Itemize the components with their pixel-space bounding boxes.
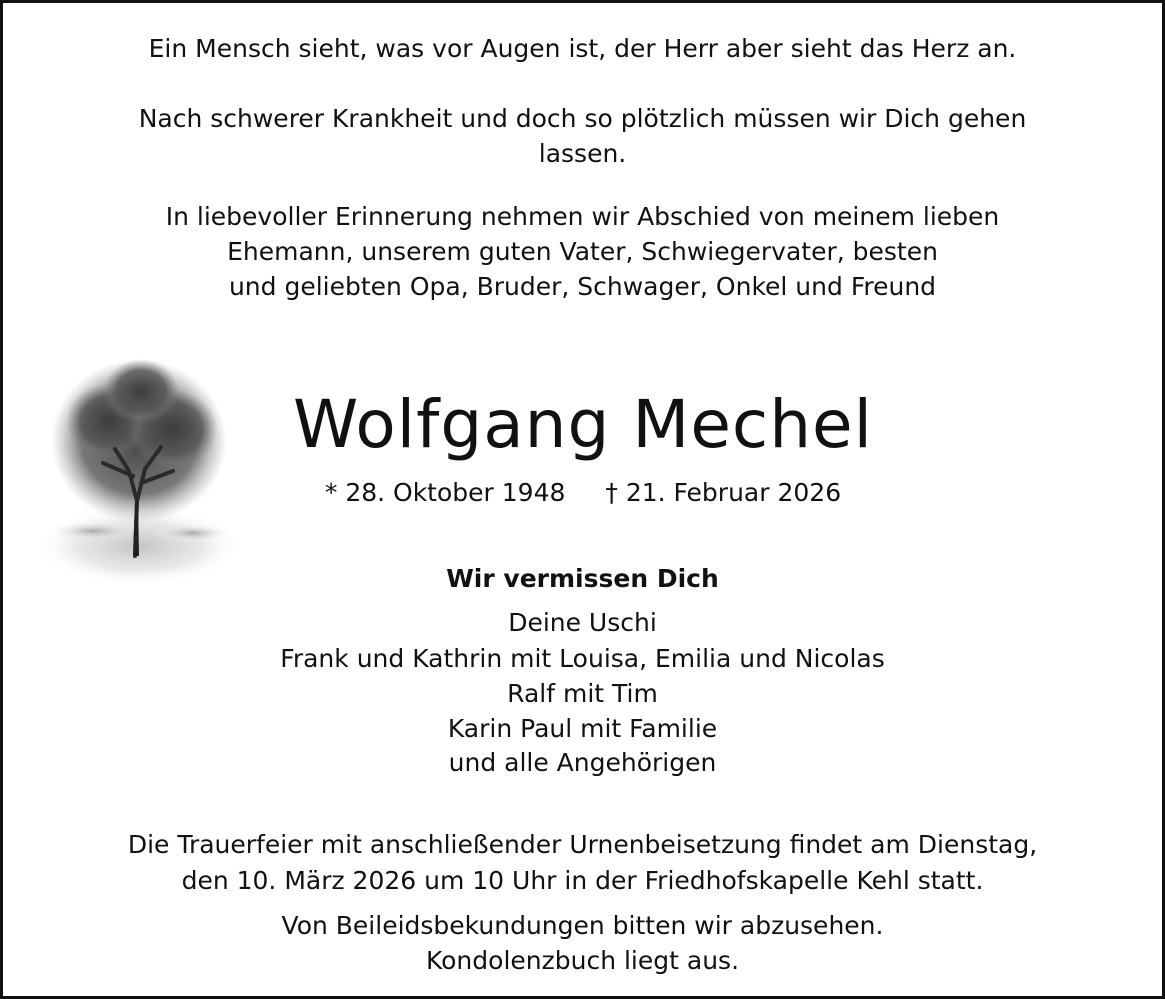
tree-icon	[33, 351, 245, 586]
ceremony-text-line-2: den 10. März 2026 um 10 Uhr in der Friedhofskapelle Kehl statt.	[181, 866, 984, 895]
death-date: † 21. Februar 2026	[605, 478, 842, 507]
mourner-line: Deine Uschi	[508, 608, 657, 637]
bible-verse: Ein Mensch sieht, was vor Augen ist, der Herr aber sieht das Herz an.	[148, 34, 1017, 63]
mourners-heading: Wir vermissen Dich	[446, 564, 719, 593]
life-dates	[233, 476, 933, 510]
deceased-name: Wolfgang Mechel	[293, 386, 873, 463]
illness-text-line-1: Nach schwerer Krankheit und doch so plötzlich müssen wir Dich gehen	[138, 104, 1027, 133]
memory-text-line-3: und geliebten Opa, Bruder, Schwager, Onkel und Freund	[228, 272, 937, 301]
mourner-line: Frank und Kathrin mit Louisa, Emilia und Nicolas	[280, 644, 885, 673]
mourner-line: Karin Paul mit Familie	[447, 714, 718, 743]
ceremony-text-line-1: Die Trauerfeier mit anschließender Urnenbeisetzung findet am Dienstag,	[127, 830, 1038, 859]
mourner-line: und alle Angehörigen	[448, 748, 717, 777]
memory-text-line-2: Ehemann, unserem guten Vater, Schwiegervater, besten	[227, 237, 938, 266]
illness-text-line-2: lassen.	[538, 139, 627, 168]
memory-text-line-1: In liebevoller Erinnerung nehmen wir Abschied von meinem lieben	[165, 202, 1000, 231]
mourner-line: Ralf mit Tim	[507, 679, 658, 708]
birth-date: * 28. Oktober 1948	[324, 478, 566, 507]
condolence-text-line-2: Kondolenzbuch liegt aus.	[425, 946, 740, 975]
condolence-text-line-1: Von Beileidsbekundungen bitten wir abzusehen.	[281, 911, 884, 940]
